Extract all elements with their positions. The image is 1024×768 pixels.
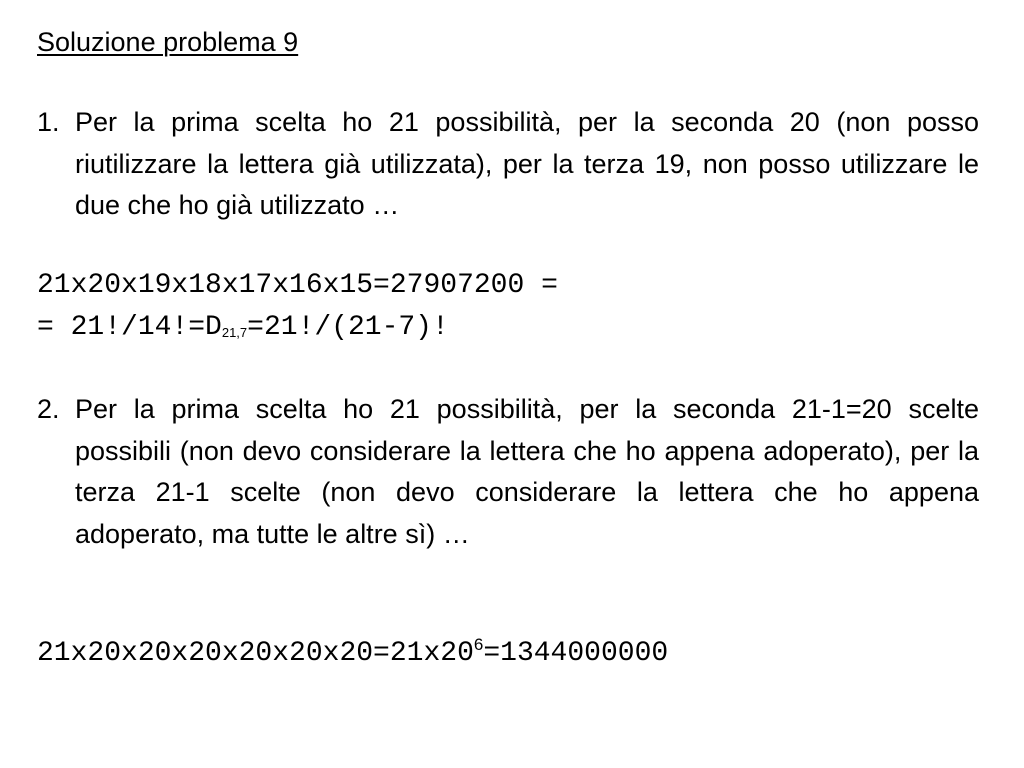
item-1-number: 1.: [37, 107, 60, 137]
solution-item-1: [37, 102, 979, 227]
dispositions-subscript: 21,7: [221, 325, 248, 340]
formula-1-line-1: 21x20x19x18x17x16x15=27907200 =: [37, 270, 558, 301]
formula-1-line-2-start: = 21!/14!=D: [37, 312, 222, 343]
item-2-number: 2.: [37, 394, 60, 424]
formula-2: [37, 635, 668, 673]
solution-item-2: [37, 389, 979, 555]
item-2-text: Per la prima scelta ho 21 possibilità, per la seconda 21-1=20 scelte possibili (non devo considerare la lettera che ho appena adoperato), per la terza 21-1 scelte (non devo considerare la lettera che ho appena adoperato, ma tutte le altre sì) …: [75, 394, 979, 549]
formula-2-start: 21x20x20x20x20x20x20=21x20: [37, 638, 474, 669]
formula-1-line-2: [37, 309, 449, 347]
formula-1-line-2-end: =21!/(21-7)!: [247, 312, 449, 343]
exponent-superscript: 6: [473, 635, 484, 654]
formula-2-end: =1344000000: [483, 638, 669, 669]
item-1-text: Per la prima scelta ho 21 possibilità, per la seconda 20 (non posso riutilizzare la lettera già utilizzata), per la terza 19, non posso utilizzare le due che ho già utilizzato …: [75, 107, 979, 220]
slide-title: Soluzione problema 9: [37, 27, 299, 57]
